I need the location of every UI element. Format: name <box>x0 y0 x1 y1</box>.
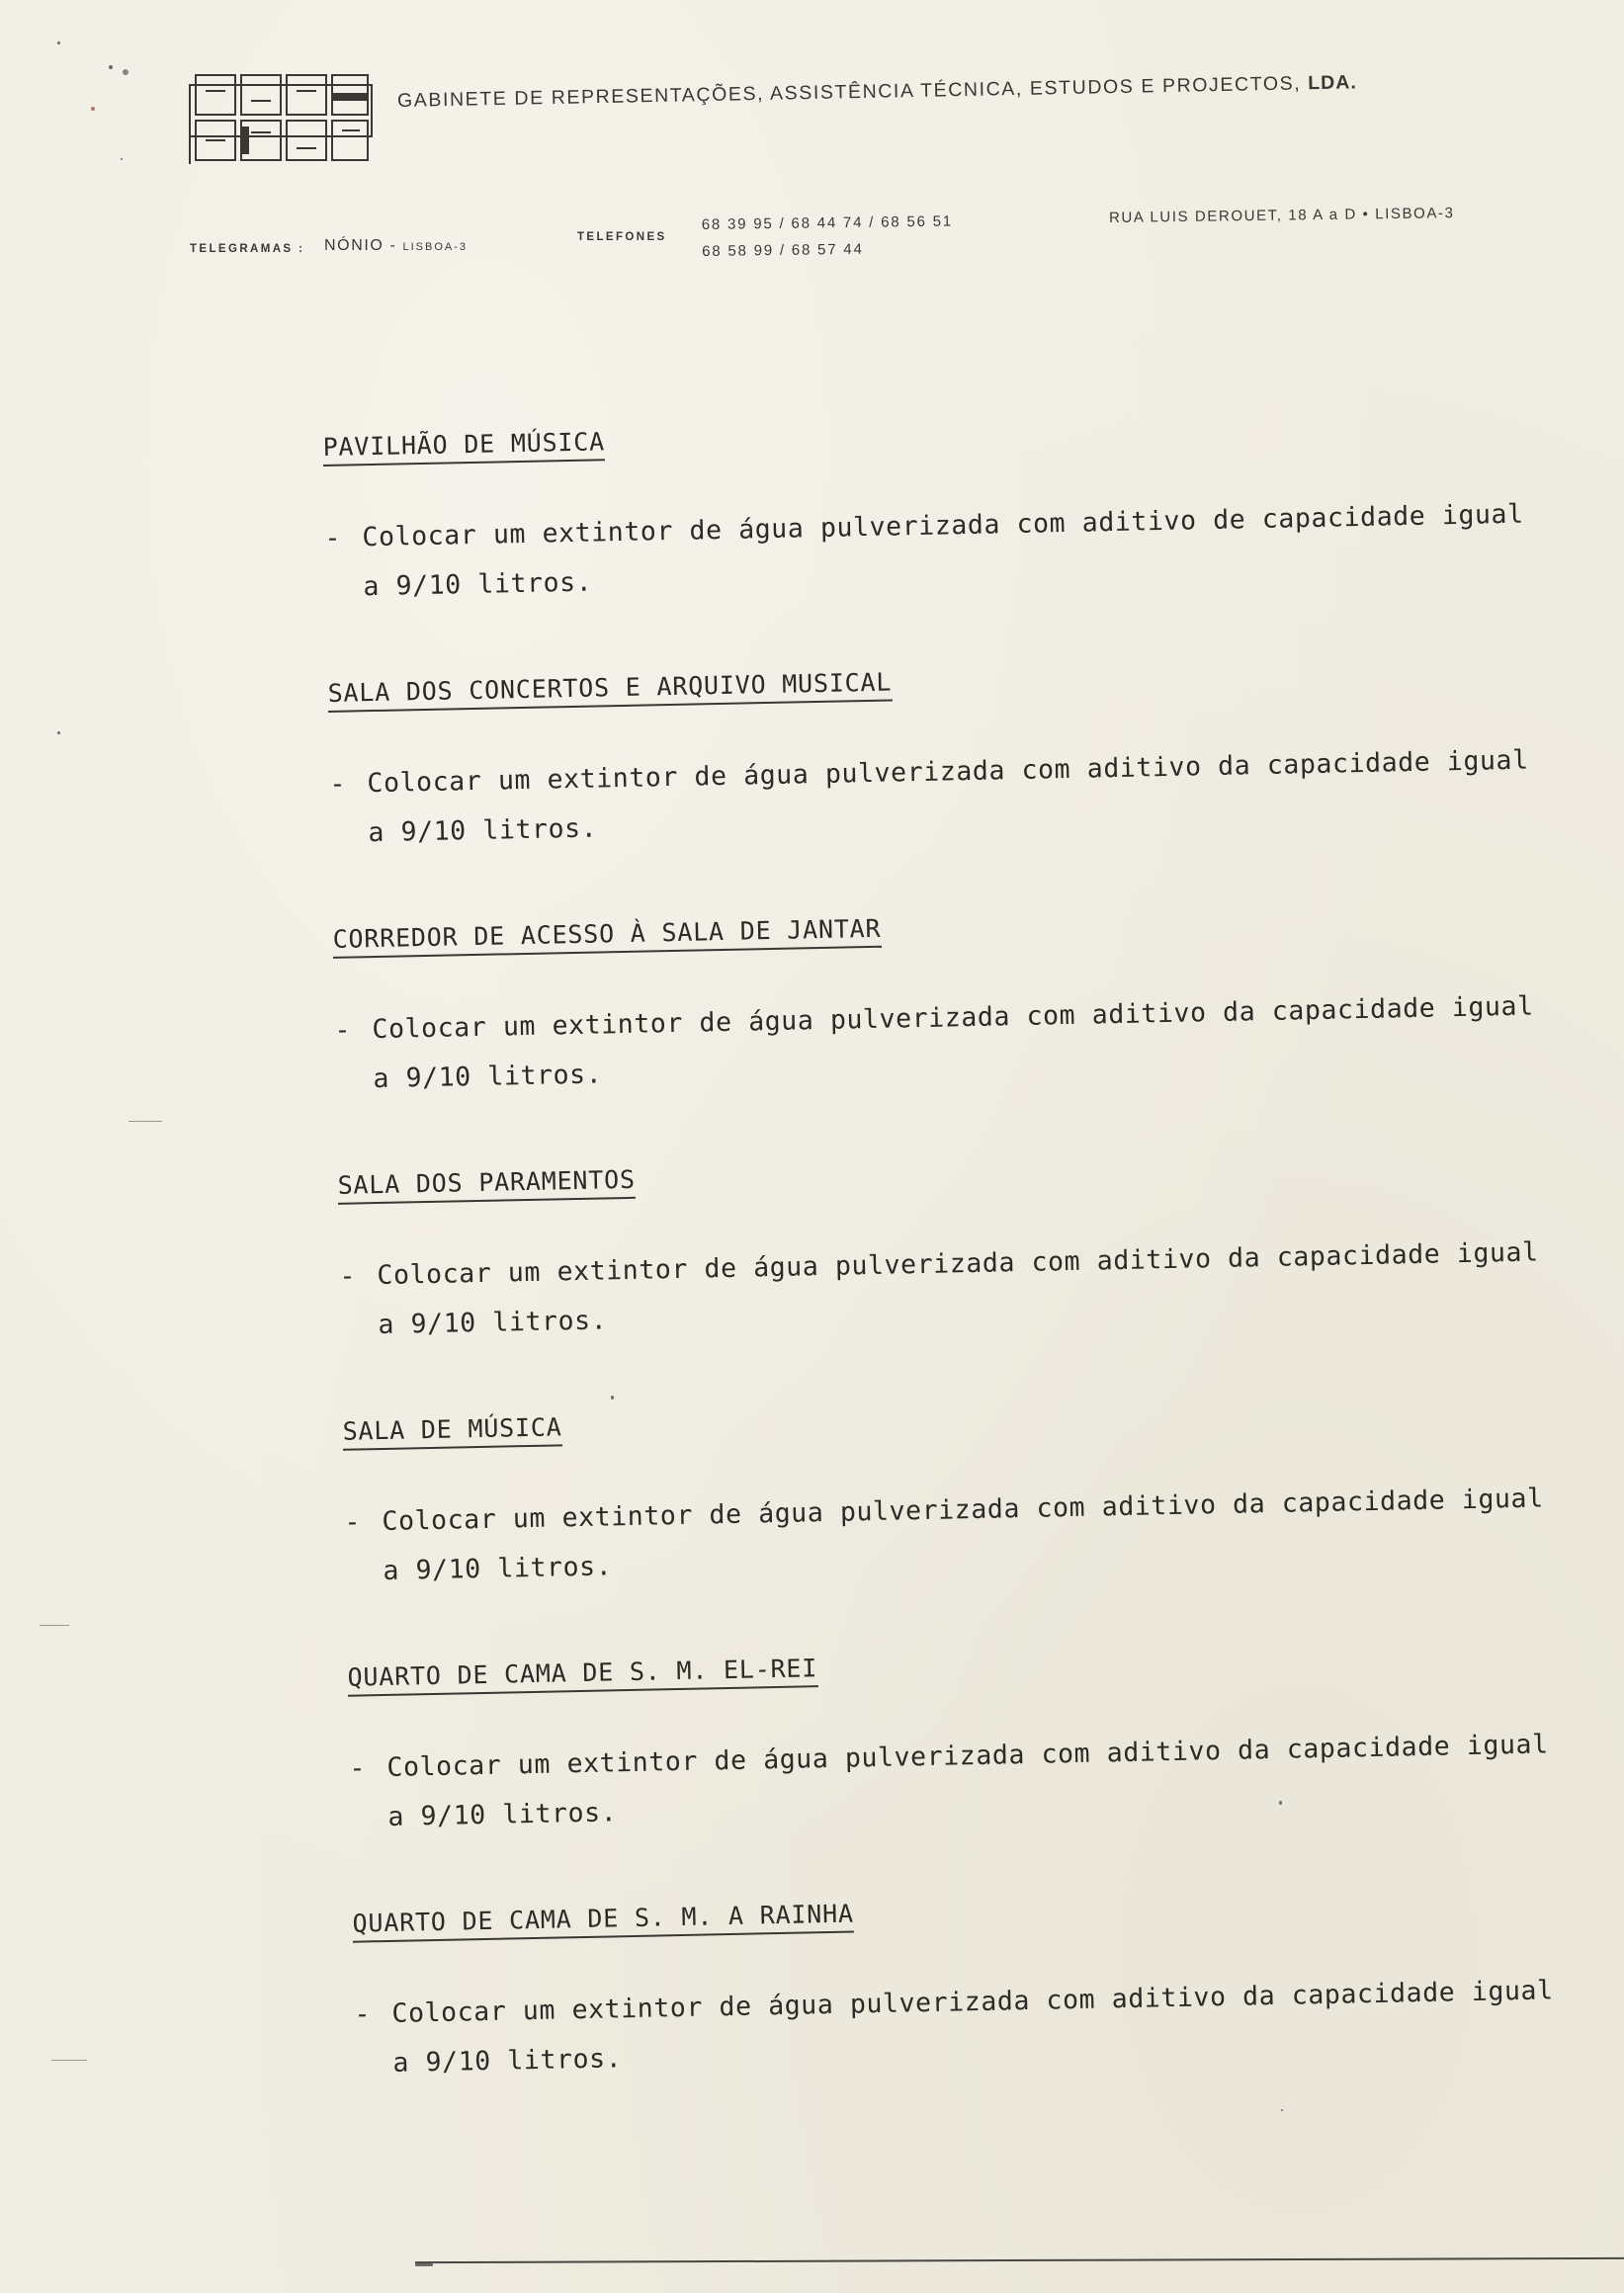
paper-speck <box>611 1396 614 1400</box>
telefones-label: TELEFONES <box>577 231 667 243</box>
room-list <box>322 389 1621 2114</box>
company-name-text: GABINETE DE REPRESENTAÇÕES, ASSISTÊNCIA TÉCNICA, ESTUDOS E PROJECTOS, <box>396 72 1302 112</box>
room-heading: SALA DOS CONCERTOS E ARQUIVO MUSICAL <box>327 667 892 712</box>
room-heading: SALA DE MÚSICA <box>342 1412 562 1450</box>
room-section <box>327 636 1597 907</box>
bullet-dash: - <box>344 1506 362 1538</box>
telegramas-city: LISBOA-3 <box>402 241 468 253</box>
paper-speck <box>57 731 60 734</box>
room-section <box>332 882 1602 1153</box>
telefones-line-2: 68 58 99 / 68 57 44 <box>702 240 864 260</box>
room-instruction <box>349 1720 1550 1842</box>
paper-speck <box>1281 2109 1283 2111</box>
instruction-line-2: a 9/10 litros. <box>383 1551 613 1586</box>
paper-speck <box>109 65 113 69</box>
telegramas-value <box>324 237 468 255</box>
bullet-dash: - <box>324 522 342 553</box>
bullet-dash: - <box>329 768 347 800</box>
margin-mark <box>40 1625 69 1626</box>
room-instruction <box>339 1228 1540 1350</box>
instruction-line-2: a 9/10 litros. <box>387 1797 618 1832</box>
instruction-line-1: Colocar um extintor de água pulverizada com aditivo da capacidade igual <box>386 1729 1549 1783</box>
room-instruction <box>329 736 1530 859</box>
bullet-dash: - <box>349 1752 367 1784</box>
room-section <box>347 1620 1617 1892</box>
bottom-edge-line <box>415 2257 1624 2263</box>
company-address: RUA LUIS DEROUET, 18 A a D • LISBOA-3 <box>1108 205 1455 226</box>
bullet-dash: - <box>339 1260 357 1292</box>
telefones-values <box>702 208 954 265</box>
instruction-line-1: Colocar um extintor de água pulverizada com aditivo da capacidade igual <box>391 1975 1554 2029</box>
instruction-line-1: Colocar um extintor de água pulverizada com aditivo de capacidade igual <box>362 498 1524 553</box>
instruction-line-1: Colocar um extintor de água pulverizada com aditivo da capacidade igual <box>382 1483 1544 1538</box>
room-heading: QUARTO DE CAMA DE S. M. EL-REI <box>347 1654 817 1697</box>
paper-speck <box>1279 1801 1282 1805</box>
instruction-line-2: a 9/10 litros. <box>392 2043 623 2079</box>
room-instruction <box>354 1966 1555 2088</box>
instruction-line-2: a 9/10 litros. <box>373 1059 603 1095</box>
bullet-dash: - <box>354 1998 372 2030</box>
company-logo <box>186 71 376 166</box>
instruction-line-2: a 9/10 litros. <box>368 812 598 849</box>
room-heading: SALA DOS PARAMENTOS <box>337 1165 636 1205</box>
room-section <box>322 389 1592 661</box>
paper-speck <box>91 107 95 111</box>
room-heading: CORREDOR DE ACESSO À SALA DE JANTAR <box>332 914 881 959</box>
room-instruction <box>334 982 1535 1105</box>
instruction-line-1: Colocar um extintor de água pulverizada com aditivo da capacidade igual <box>367 744 1529 800</box>
paper-speck <box>57 42 60 44</box>
instruction-line-1: Colocar um extintor de água pulverizada com aditivo da capacidade igual <box>372 990 1534 1046</box>
paper-speck <box>123 69 128 75</box>
margin-mark <box>51 2060 87 2061</box>
room-section <box>352 1866 1622 2138</box>
room-instruction <box>344 1474 1545 1596</box>
room-section <box>337 1128 1607 1400</box>
paper-speck <box>121 158 123 160</box>
bullet-dash: - <box>334 1014 352 1046</box>
telegramas-label: TELEGRAMAS : <box>190 243 305 255</box>
company-name <box>396 48 1564 130</box>
room-heading: PAVILHÃO DE MÚSICA <box>322 427 605 467</box>
room-heading: QUARTO DE CAMA DE S. M. A RAINHA <box>352 1900 854 1943</box>
telefones-line-1: 68 39 95 / 68 44 74 / 68 56 51 <box>701 212 954 234</box>
instruction-line-1: Colocar um extintor de água pulverizada com aditivo da capacidade igual <box>377 1236 1539 1292</box>
instruction-line-2: a 9/10 litros. <box>378 1305 608 1341</box>
margin-mark <box>128 1121 162 1122</box>
paper-speck <box>415 2263 433 2266</box>
telegramas-name: NÓNIO - <box>324 237 403 254</box>
instruction-line-2: a 9/10 litros. <box>363 566 593 603</box>
company-suffix: LDA. <box>1308 71 1357 95</box>
room-section <box>342 1374 1612 1646</box>
room-instruction <box>324 490 1525 613</box>
